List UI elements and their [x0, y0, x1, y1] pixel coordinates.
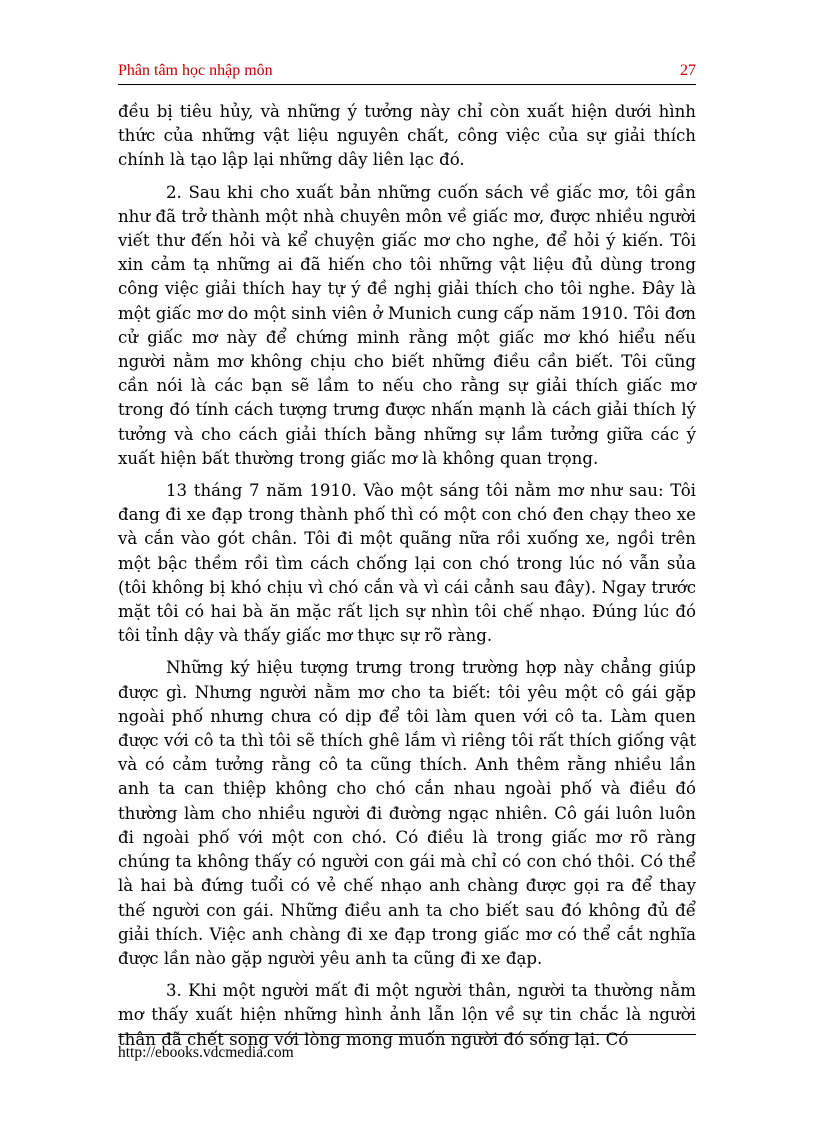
- page-footer: [118, 1034, 696, 1062]
- footer-url[interactable]: http://ebooks.vdcmedia.com: [118, 1044, 294, 1061]
- paragraph: Những ký hiệu tượng trưng trong trường hợp này chẳng giúp được gì. Nhưng người nằm mơ cho ta biết: tôi yêu một cô gái gặp ngoài phố nhưng chưa có dịp để tôi làm quen với cô ta. Làm quen được với cô ta thì tôi sẽ thích ghê lắm vì riêng tôi rất thích giống vật và có cảm tưởng rằng cô ta cũng thích. Anh thêm rằng nhiều lần anh ta can thiệp không cho chó cắn nhau ngoài phố và điều đó thường làm cho nhiều người đi đường ngạc nhiên. Cô gái luôn luôn đi ngoài phố với một con chó. Có điều là trong giấc mơ rõ ràng chúng ta không thấy có người con gái mà chỉ có con chó thôi. Có thể là hai bà đứng tuổi có vẻ chế nhạo anh chàng được gọi ra để thay thế người con gái. Những điều anh ta cho biết sau đó không đủ để giải thích. Việc anh chàng đi xe đạp trong giấc mơ có thể cắt nghĩa được lần nào gặp người yêu anh ta cũng đi xe đạp.: [118, 658, 696, 968]
- paragraph: đều bị tiêu hủy, và những ý tưởng này chỉ còn xuất hiện dưới hình thức của những vật liệu nguyên chất, công việc của sự giải thích chính là tạo lập lại những dây liên lạc đó.: [118, 102, 696, 170]
- page-number: 27: [680, 62, 696, 79]
- book-title: Phân tâm học nhập môn: [118, 62, 273, 79]
- page-header: [118, 62, 696, 85]
- body-text: [118, 100, 696, 1060]
- paragraph: 2. Sau khi cho xuất bản những cuốn sách về giấc mơ, tôi gần như đã trở thành một nhà chuyên môn về giấc mơ, được nhiều người viết thư đến hỏi và kể chuyện giấc mơ cho nghe, để hỏi ý kiến. Tôi xin cảm tạ những ai đã hiến cho tôi những vật liệu đủ dùng trong công việc giải thích hay tự ý đề nghị giải thích cho tôi nghe. Đây là một giấc mơ do một sinh viên ở Munich cung cấp năm 1910. Tôi đơn cử giấc mơ này để chứng minh rằng một giấc mơ khó hiểu nếu người nằm mơ không chịu cho biết những điều cần biết. Tôi cũng cần nói là các bạn sẽ lầm to nếu cho rằng sự giải thích giấc mơ trong đó tính cách tượng trưng được nhấn mạnh là cách giải thích lý tưởng và cho cách giải thích bằng những sự lầm tưởng giữa các ý xuất hiện bất thường trong giấc mơ là không quan trọng.: [118, 182, 696, 468]
- paragraph: 3. Khi một người mất đi một người thân, người ta thường nằm mơ thấy xuất hiện những hình ảnh lẫn lộn về sự tin chắc là người thân đã chết song với lòng mong muốn người đó sống lại. Có: [118, 981, 696, 1049]
- paragraph: 13 tháng 7 năm 1910. Vào một sáng tôi nằm mơ như sau: Tôi đang đi xe đạp trong thành phố thì có một con chó đen chạy theo xe và cắn vào gót chân. Tôi đi một quãng nữa rồi xuống xe, ngồi trên một bậc thềm rồi tìm cách chống lại con chó trong lúc nó vẫn sủa (tôi không bị khó chịu vì chó cắn và vì cái cảnh sau đây). Ngay trước mặt tôi có hai bà ăn mặc rất lịch sự nhìn tôi chế nhạo. Đúng lúc đó tôi tỉnh dậy và thấy giấc mơ thực sự rõ ràng.: [118, 481, 696, 646]
